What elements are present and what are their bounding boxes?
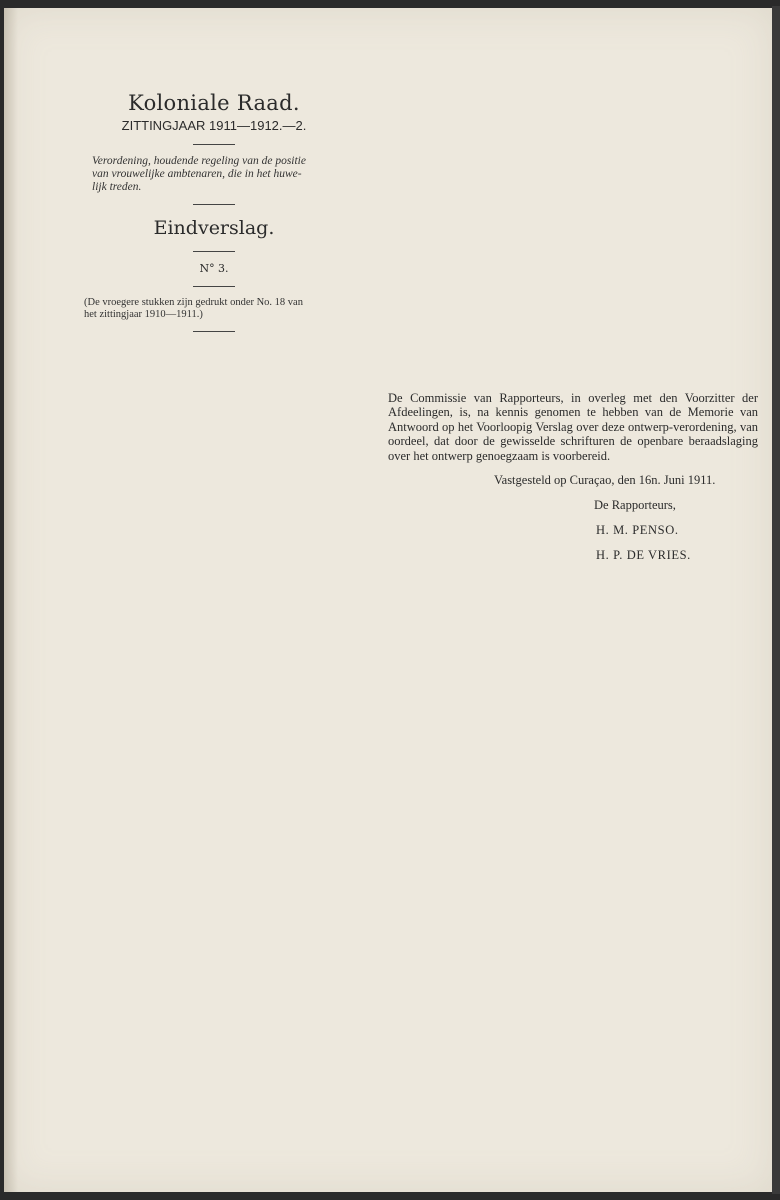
document-number: N° 3. — [199, 262, 229, 275]
page-binding-shadow — [4, 8, 18, 1192]
subject-line-1: Verordening, houdende regeling van de positie — [92, 155, 306, 167]
prior-documents-note-2: het zittingjaar 1910—1911.) — [84, 309, 203, 320]
report-body — [388, 391, 758, 563]
prior-documents-note-1: (De vroegere stukken zijn gedrukt onder No. 18 van — [84, 297, 303, 308]
report-title: Eindverslag. — [153, 217, 275, 239]
divider — [193, 251, 235, 252]
session-year: ZITTINGJAAR 1911—1912.—2. — [121, 118, 307, 133]
document-page — [4, 8, 772, 1192]
divider — [193, 144, 235, 145]
header-block — [84, 88, 344, 342]
signatories-label: De Rapporteurs, — [594, 498, 676, 513]
signatory-name: H. P. DE VRIES. — [596, 548, 691, 563]
subject-line-2: van vrouwelijke ambtenaren, die in het huwe- — [92, 168, 302, 180]
subject-line-3: lijk treden. — [92, 181, 142, 193]
divider — [193, 204, 235, 205]
signatory-name: H. M. PENSO. — [596, 523, 679, 538]
dated-line: Vastgesteld op Curaçao, den 16n. Juni 1911. — [494, 473, 716, 488]
divider — [193, 331, 235, 332]
council-title: Koloniale Raad. — [128, 91, 300, 115]
divider — [193, 286, 235, 287]
report-paragraph: De Commissie van Rapporteurs, in overleg met den Voorzitter der Afdeelingen, is, na kennis genomen te hebben van de Memorie van Antwoord op het Voorloopig Verslag over deze ontwerp-verordening, van oordeel, dat door de gewisselde schrifturen de openbare beraadslaging over het ontwerp genoegzaam is voorbereid. — [388, 391, 758, 463]
scan-edge — [772, 6, 780, 1194]
